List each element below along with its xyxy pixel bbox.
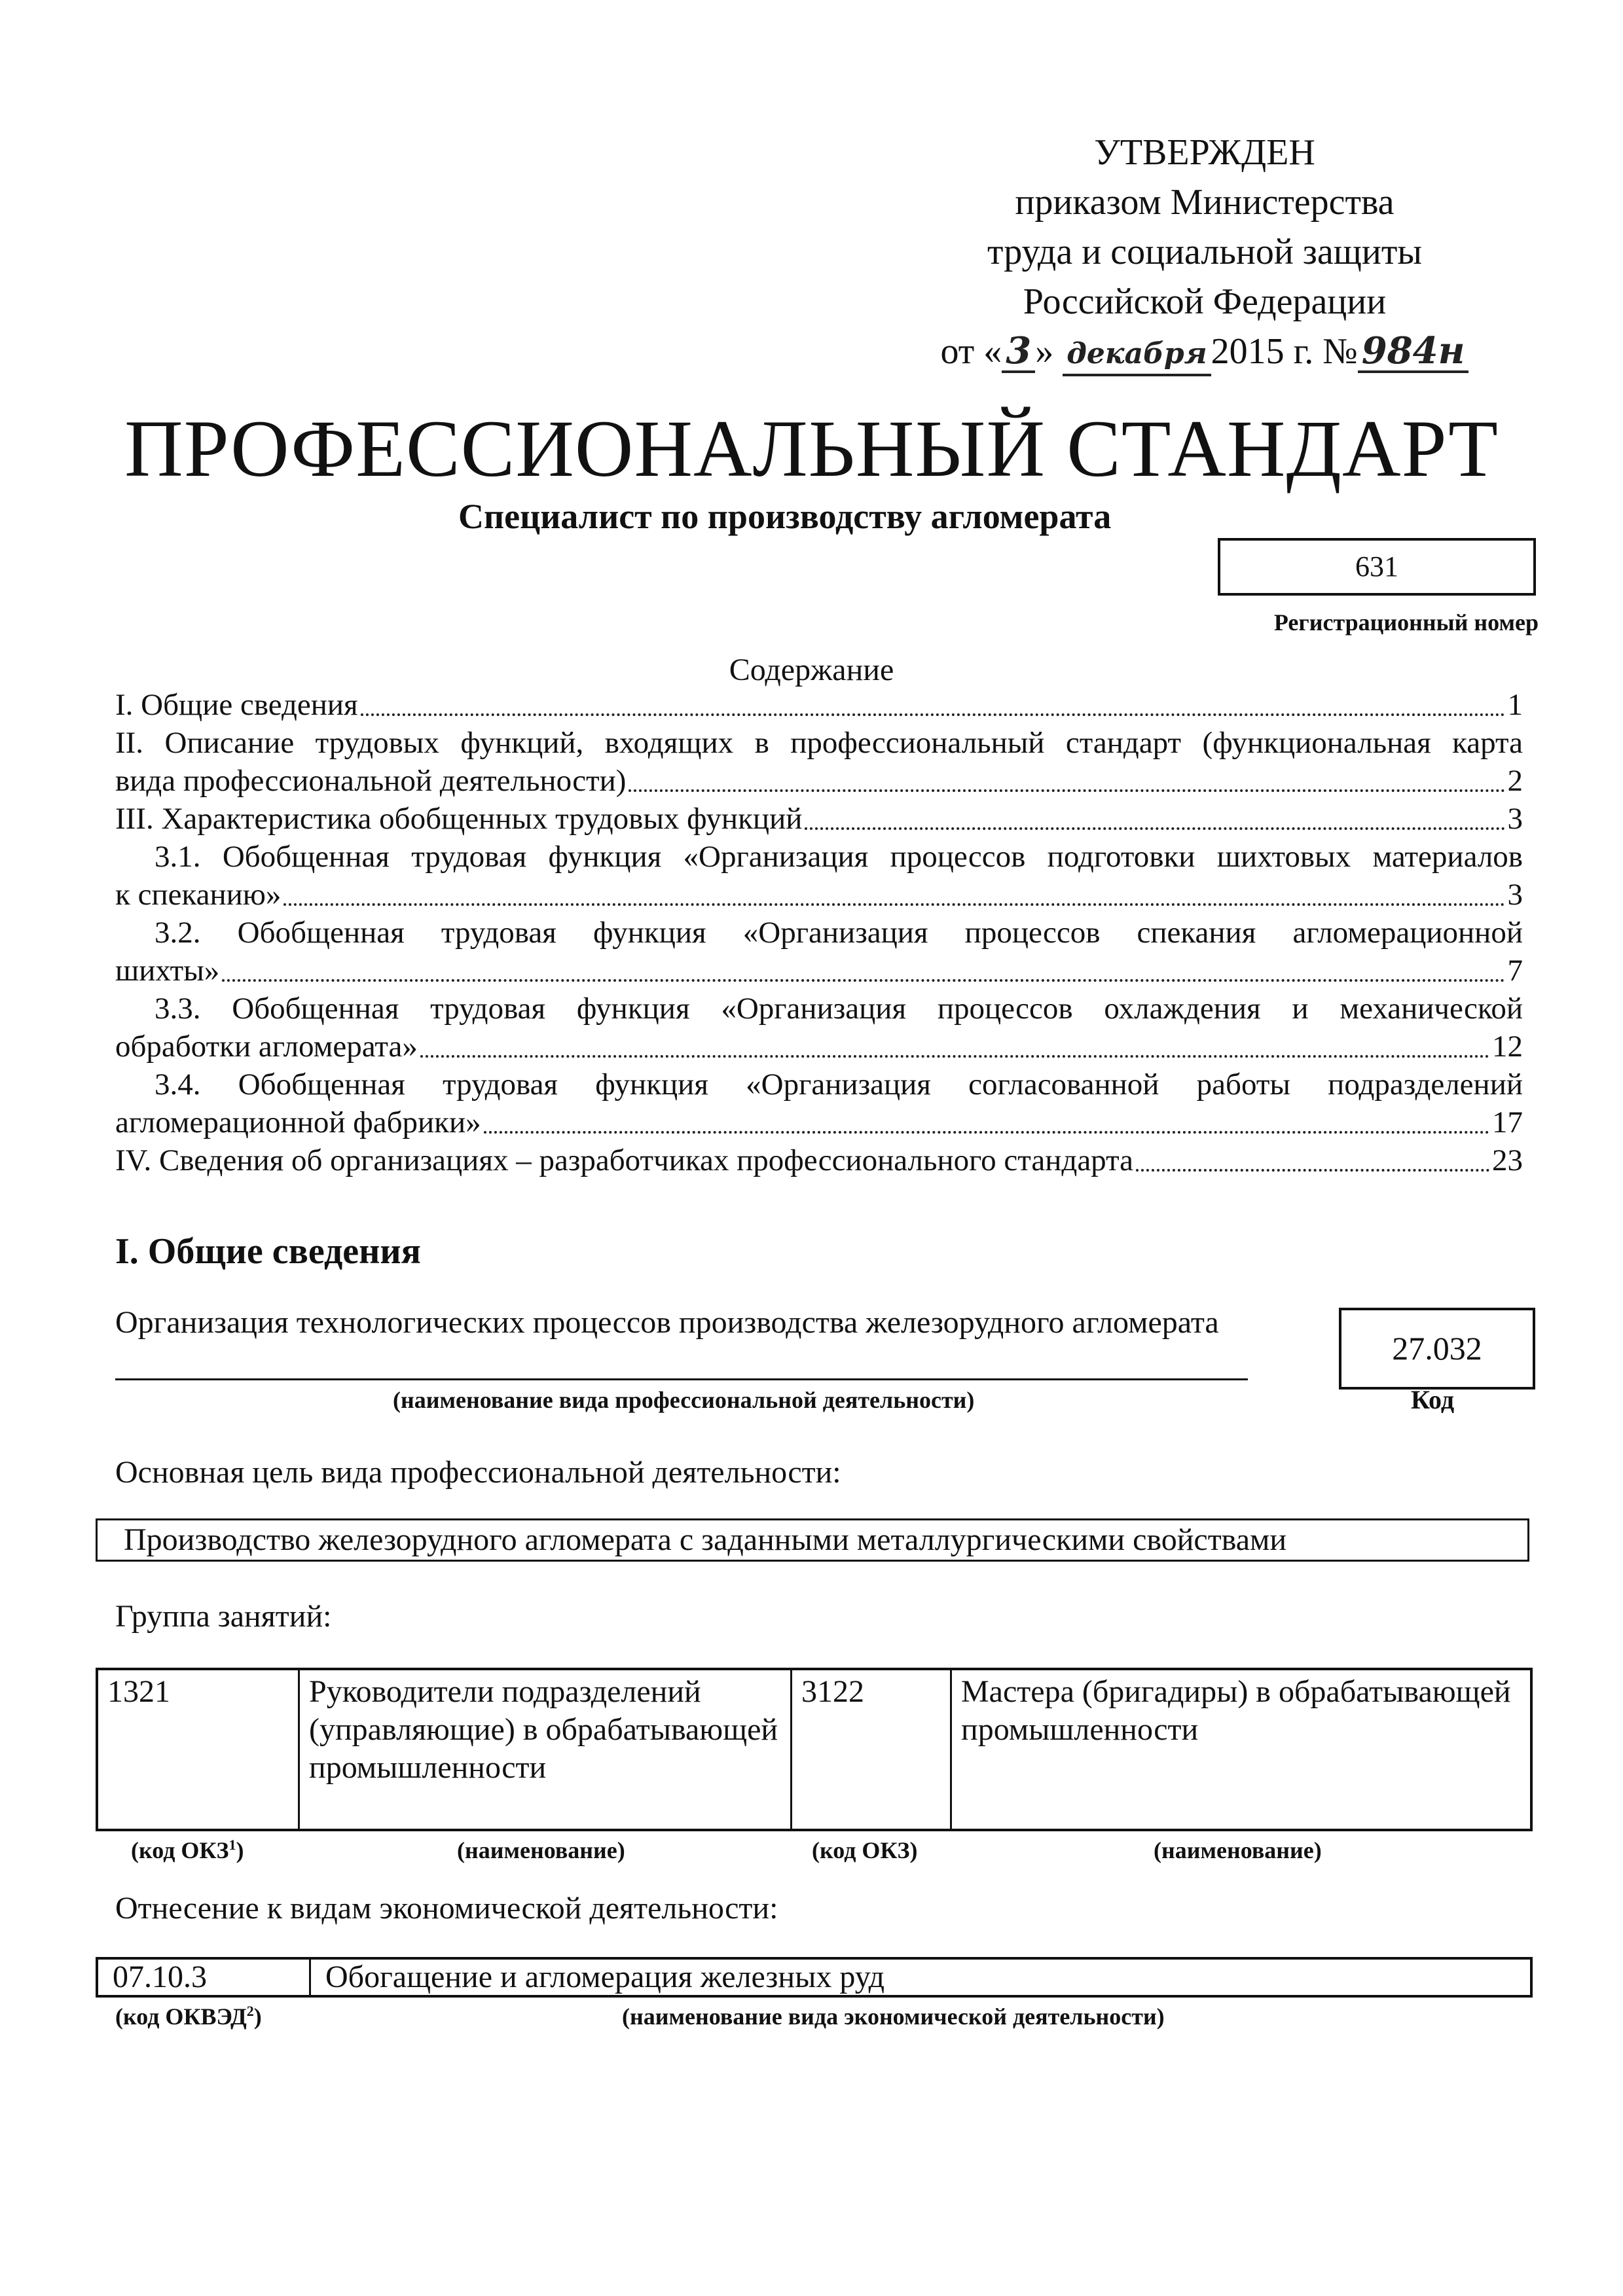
toc-item[interactable] <box>115 800 1523 838</box>
toc-item[interactable] <box>115 1141 1523 1179</box>
table-of-contents <box>115 686 1523 1179</box>
toc-item-line[interactable]: 3.2. Обобщенная трудовая функция «Организация процессов спекания агломерационной <box>155 916 1523 950</box>
group-name-caption-1: (наименование) <box>457 1837 625 1863</box>
toc-item-page: 7 <box>1507 954 1523 988</box>
toc-item[interactable] <box>115 876 1523 914</box>
econ-label: Отнесение к видам экономической деятельности: <box>115 1891 778 1926</box>
toc-item-text: к спеканию» <box>115 878 282 912</box>
registration-number-label: Регистрационный номер <box>1273 609 1539 636</box>
approval-line-1: УТВЕРЖДЕН <box>1094 132 1315 173</box>
date-year: 2015 г. № <box>1211 331 1358 372</box>
date-mid: » <box>1035 331 1054 372</box>
econ-name-caption: (наименование вида экономической деятельности) <box>622 2003 1165 2030</box>
goal-box: Производство железорудного агломерата с заданными металлургическими свойствами <box>96 1518 1529 1562</box>
toc-item-text: I. Общие сведения <box>115 688 358 722</box>
group-code-caption-2: (код ОКЗ) <box>812 1837 918 1863</box>
toc-leader <box>222 979 1504 982</box>
toc-item-page: 3 <box>1507 802 1523 836</box>
toc-leader <box>484 1131 1489 1134</box>
toc-item-text: обработки агломерата» <box>115 1030 418 1064</box>
toc-item-text: III. Характеристика обобщенных трудовых функций <box>115 802 803 836</box>
toc-item-page: 17 <box>1492 1105 1523 1139</box>
toc-leader <box>361 713 1505 716</box>
approval-date-line <box>903 327 1506 376</box>
page-title: ПРОФЕССИОНАЛЬНЫЙ СТАНДАРТ <box>124 404 1499 493</box>
activity-caption: (наименование вида профессиональной деятельности) <box>393 1387 975 1413</box>
toc-leader <box>629 789 1504 792</box>
toc-leader <box>283 903 1504 906</box>
toc-item-line[interactable]: II. Описание трудовых функций, входящих в профессиональный стандарт (функциональная карта <box>115 726 1523 760</box>
toc-leader <box>1136 1169 1489 1172</box>
toc-item[interactable] <box>115 1028 1523 1066</box>
toc-item-text: IV. Сведения об организациях – разработчиках профессионального стандарта <box>115 1143 1134 1177</box>
registration-number-box: 631 <box>1218 538 1536 596</box>
toc-item-page: 23 <box>1492 1143 1523 1177</box>
activity-code-box: 27.032 <box>1339 1308 1535 1390</box>
toc-item[interactable] <box>115 952 1523 990</box>
econ-code: 07.10.3 <box>98 1960 311 1995</box>
section-heading: I. Общие сведения <box>115 1231 421 1272</box>
toc-item-page: 1 <box>1507 688 1523 722</box>
toc-item-text: вида профессиональной деятельности) <box>115 764 627 798</box>
group-label: Группа занятий: <box>115 1599 332 1634</box>
toc-item[interactable] <box>115 686 1523 724</box>
approval-line-3: труда и социальной защиты <box>987 232 1422 272</box>
group-name-2: Мастера (бригадиры) в обрабатывающей промышленности <box>961 1674 1511 1747</box>
toc-item-text: агломерационной фабрики» <box>115 1105 481 1139</box>
occupation-group-table <box>96 1668 1533 1831</box>
toc-item-line[interactable]: 3.4. Обобщенная трудовая функция «Организация согласованной работы подразделений <box>155 1067 1523 1102</box>
activity-code-caption: Код <box>1411 1385 1455 1414</box>
approval-block <box>903 128 1506 376</box>
econ-code-caption: (код ОКВЭД$^2$) <box>115 2003 262 2030</box>
econ-name: Обогащение и агломерация железных руд <box>325 1960 885 1994</box>
date-prefix: от « <box>940 331 1002 372</box>
activity-underline <box>115 1378 1248 1380</box>
toc-leader <box>420 1055 1489 1058</box>
goal-label: Основная цель вида профессиональной деятельности: <box>115 1455 841 1490</box>
date-day: 3 <box>1002 331 1035 373</box>
group-name-1: Руководители подразделений (управляющие) в обрабатывающей промышленности <box>300 1670 792 1829</box>
page-subtitle: Специалист по производству агломерата <box>458 497 1112 536</box>
econ-activity-table <box>96 1957 1533 1998</box>
toc-item-page: 12 <box>1492 1030 1523 1064</box>
toc-item-line[interactable]: 3.3. Обобщенная трудовая функция «Организация процессов охлаждения и механической <box>155 992 1523 1026</box>
toc-item-line[interactable]: 3.1. Обобщенная трудовая функция «Организация процессов подготовки шихтовых материалов <box>155 840 1523 874</box>
toc-item-text: шихты» <box>115 954 220 988</box>
group-code-1: 1321 <box>98 1670 300 1829</box>
toc-item[interactable] <box>115 1103 1523 1141</box>
toc-item-page: 2 <box>1507 764 1523 798</box>
toc-item-page: 3 <box>1507 878 1523 912</box>
activity-name: Организация технологических процессов производства железорудного агломерата <box>115 1305 1219 1340</box>
group-code-2: 3122 <box>792 1670 952 1829</box>
contents-heading: Содержание <box>729 653 894 687</box>
group-name-caption-2: (наименование) <box>1154 1837 1322 1863</box>
order-number: 984н <box>1358 331 1469 373</box>
toc-item[interactable] <box>115 762 1523 800</box>
date-month: декабря <box>1063 334 1211 376</box>
approval-line-4: Российской Федерации <box>1023 281 1387 322</box>
group-code-caption-1: (код ОКЗ$^1$) <box>131 1837 244 1863</box>
toc-leader <box>805 827 1504 830</box>
approval-line-2: приказом Министерства <box>1015 182 1395 223</box>
